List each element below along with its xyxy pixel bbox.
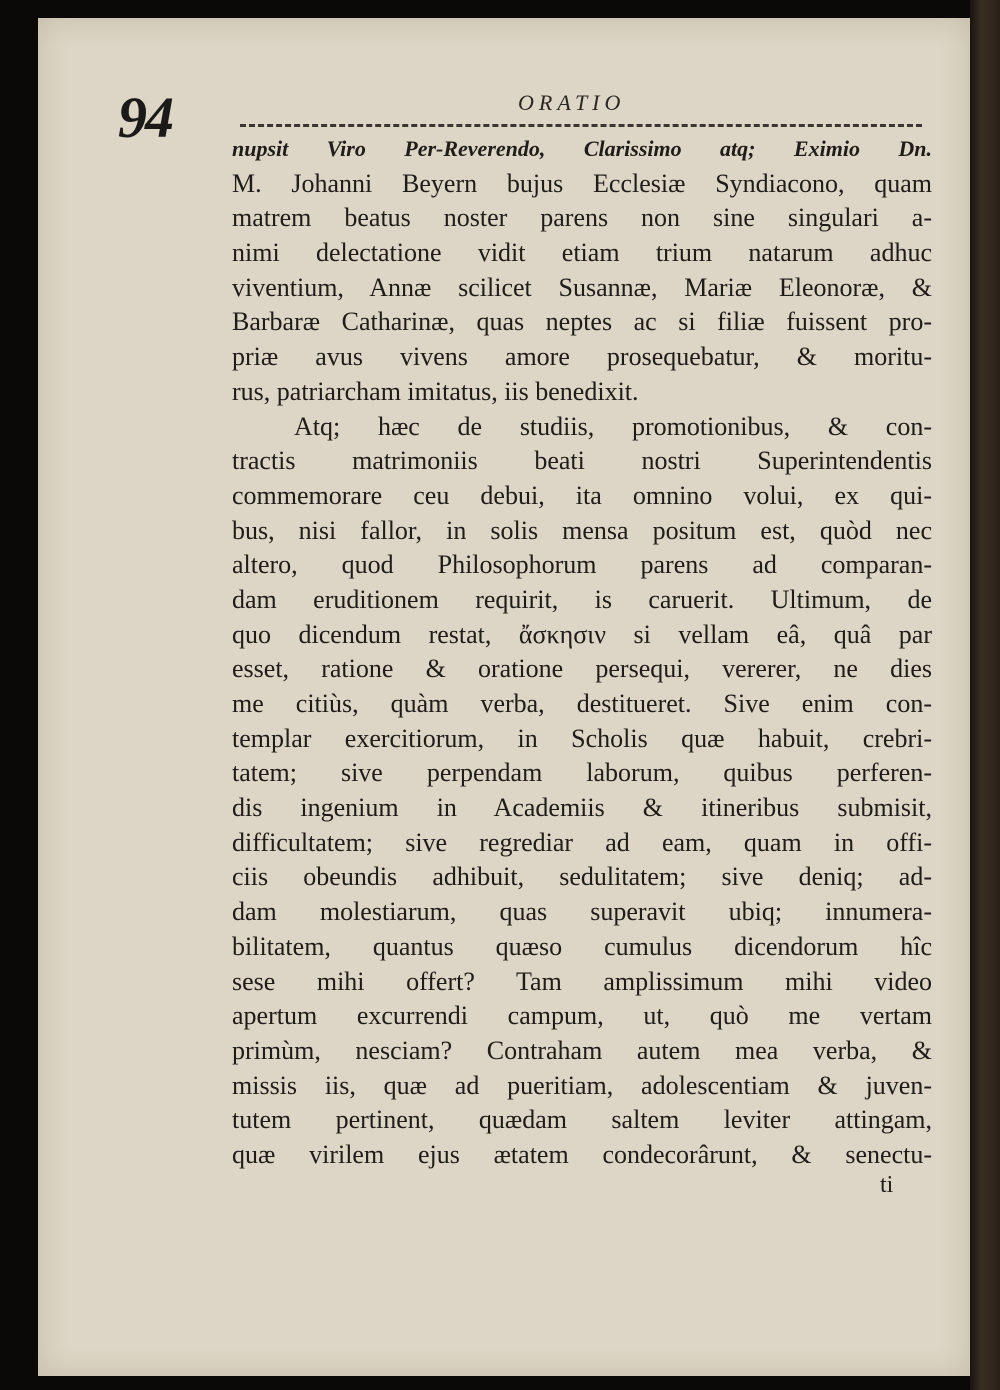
text-line: difficultatem; sive regrediar ad eam, quam in offi-	[232, 827, 932, 857]
text-line: dam molestiarum, quas superavit ubiq; innumera-	[232, 897, 932, 927]
text-line: apertum excurrendi campum, ut, quò me vertam	[232, 1001, 932, 1031]
body-text	[232, 132, 932, 1173]
text-line: bus, nisi fallor, in solis mensa positum est, quòd nec	[232, 515, 932, 545]
text-line: tatem; sive perpendam laborum, quibus perferen-	[232, 758, 932, 788]
text-line: Atq; hæc de studiis, promotionibus, & con-	[294, 411, 932, 441]
text-line: bilitatem, quantus quæso cumulus dicendorum hîc	[232, 931, 932, 961]
text-line: quo dicendum restat, ἄσκησιν si vellam eâ, quâ par	[232, 619, 932, 649]
text-line: altero, quod Philosophorum parens ad comparan-	[232, 550, 932, 580]
text-line: dis ingenium in Academiis & itineribus submisit,	[232, 793, 932, 823]
running-head: ORATIO	[518, 90, 626, 115]
text-line: rus, patriarcham imitatus, iis benedixit.	[232, 376, 639, 406]
text-line: commemorare ceu debui, ita omnino volui, ex qui-	[232, 480, 932, 510]
text-line: nimi delectatione vidit etiam trium natarum adhuc	[232, 238, 932, 268]
text-line: tutem pertinent, quædam saltem leviter attingam,	[232, 1105, 932, 1135]
text-line: Barbaræ Catharinæ, quas neptes ac si filiæ fuissent pro-	[232, 307, 932, 337]
text-line: ciis obeundis adhibuit, sedulitatem; sive deniq; ad-	[232, 862, 932, 892]
text-line: dam eruditionem requirit, is caruerit. Ultimum, de	[232, 584, 932, 614]
text-line: tractis matrimoniis beati nostri Superintendentis	[232, 446, 932, 476]
text-line: primùm, nesciam? Contraham autem mea verba, &	[232, 1035, 932, 1065]
text-line: templar exercitiorum, in Scholis quæ habuit, crebri-	[232, 723, 932, 753]
text-line: viventium, Annæ scilicet Susannæ, Mariæ Eleonoræ, &	[232, 272, 932, 302]
text-line: esset, ratione & oratione persequi, vererer, ne dies	[232, 654, 932, 684]
text-line: missis iis, quæ ad pueritiam, adolescentiam & juven-	[232, 1070, 932, 1100]
text-line: me citiùs, quàm verba, destitueret. Sive enim con-	[232, 689, 932, 718]
header-rule	[240, 124, 922, 127]
binding-edge	[970, 0, 1000, 1390]
text-line: quæ virilem ejus ætatem condecorârunt, & senectu-	[232, 1139, 932, 1169]
text-line: nupsit Viro Per-Reverendo, Clarissimo atq; Eximio Dn.	[232, 136, 932, 161]
text-line: priæ avus vivens amore prosequebatur, & moritu-	[232, 342, 932, 372]
text-line: M. Johanni Beyern bujus Ecclesiæ Syndiacono, quam	[232, 168, 932, 198]
text-line: matrem beatus noster parens non sine singulari a-	[232, 203, 932, 233]
catchword: ti	[880, 1172, 894, 1198]
page-number: 94	[118, 85, 172, 150]
text-line: sese mihi offert? Tam amplissimum mihi video	[232, 966, 932, 996]
